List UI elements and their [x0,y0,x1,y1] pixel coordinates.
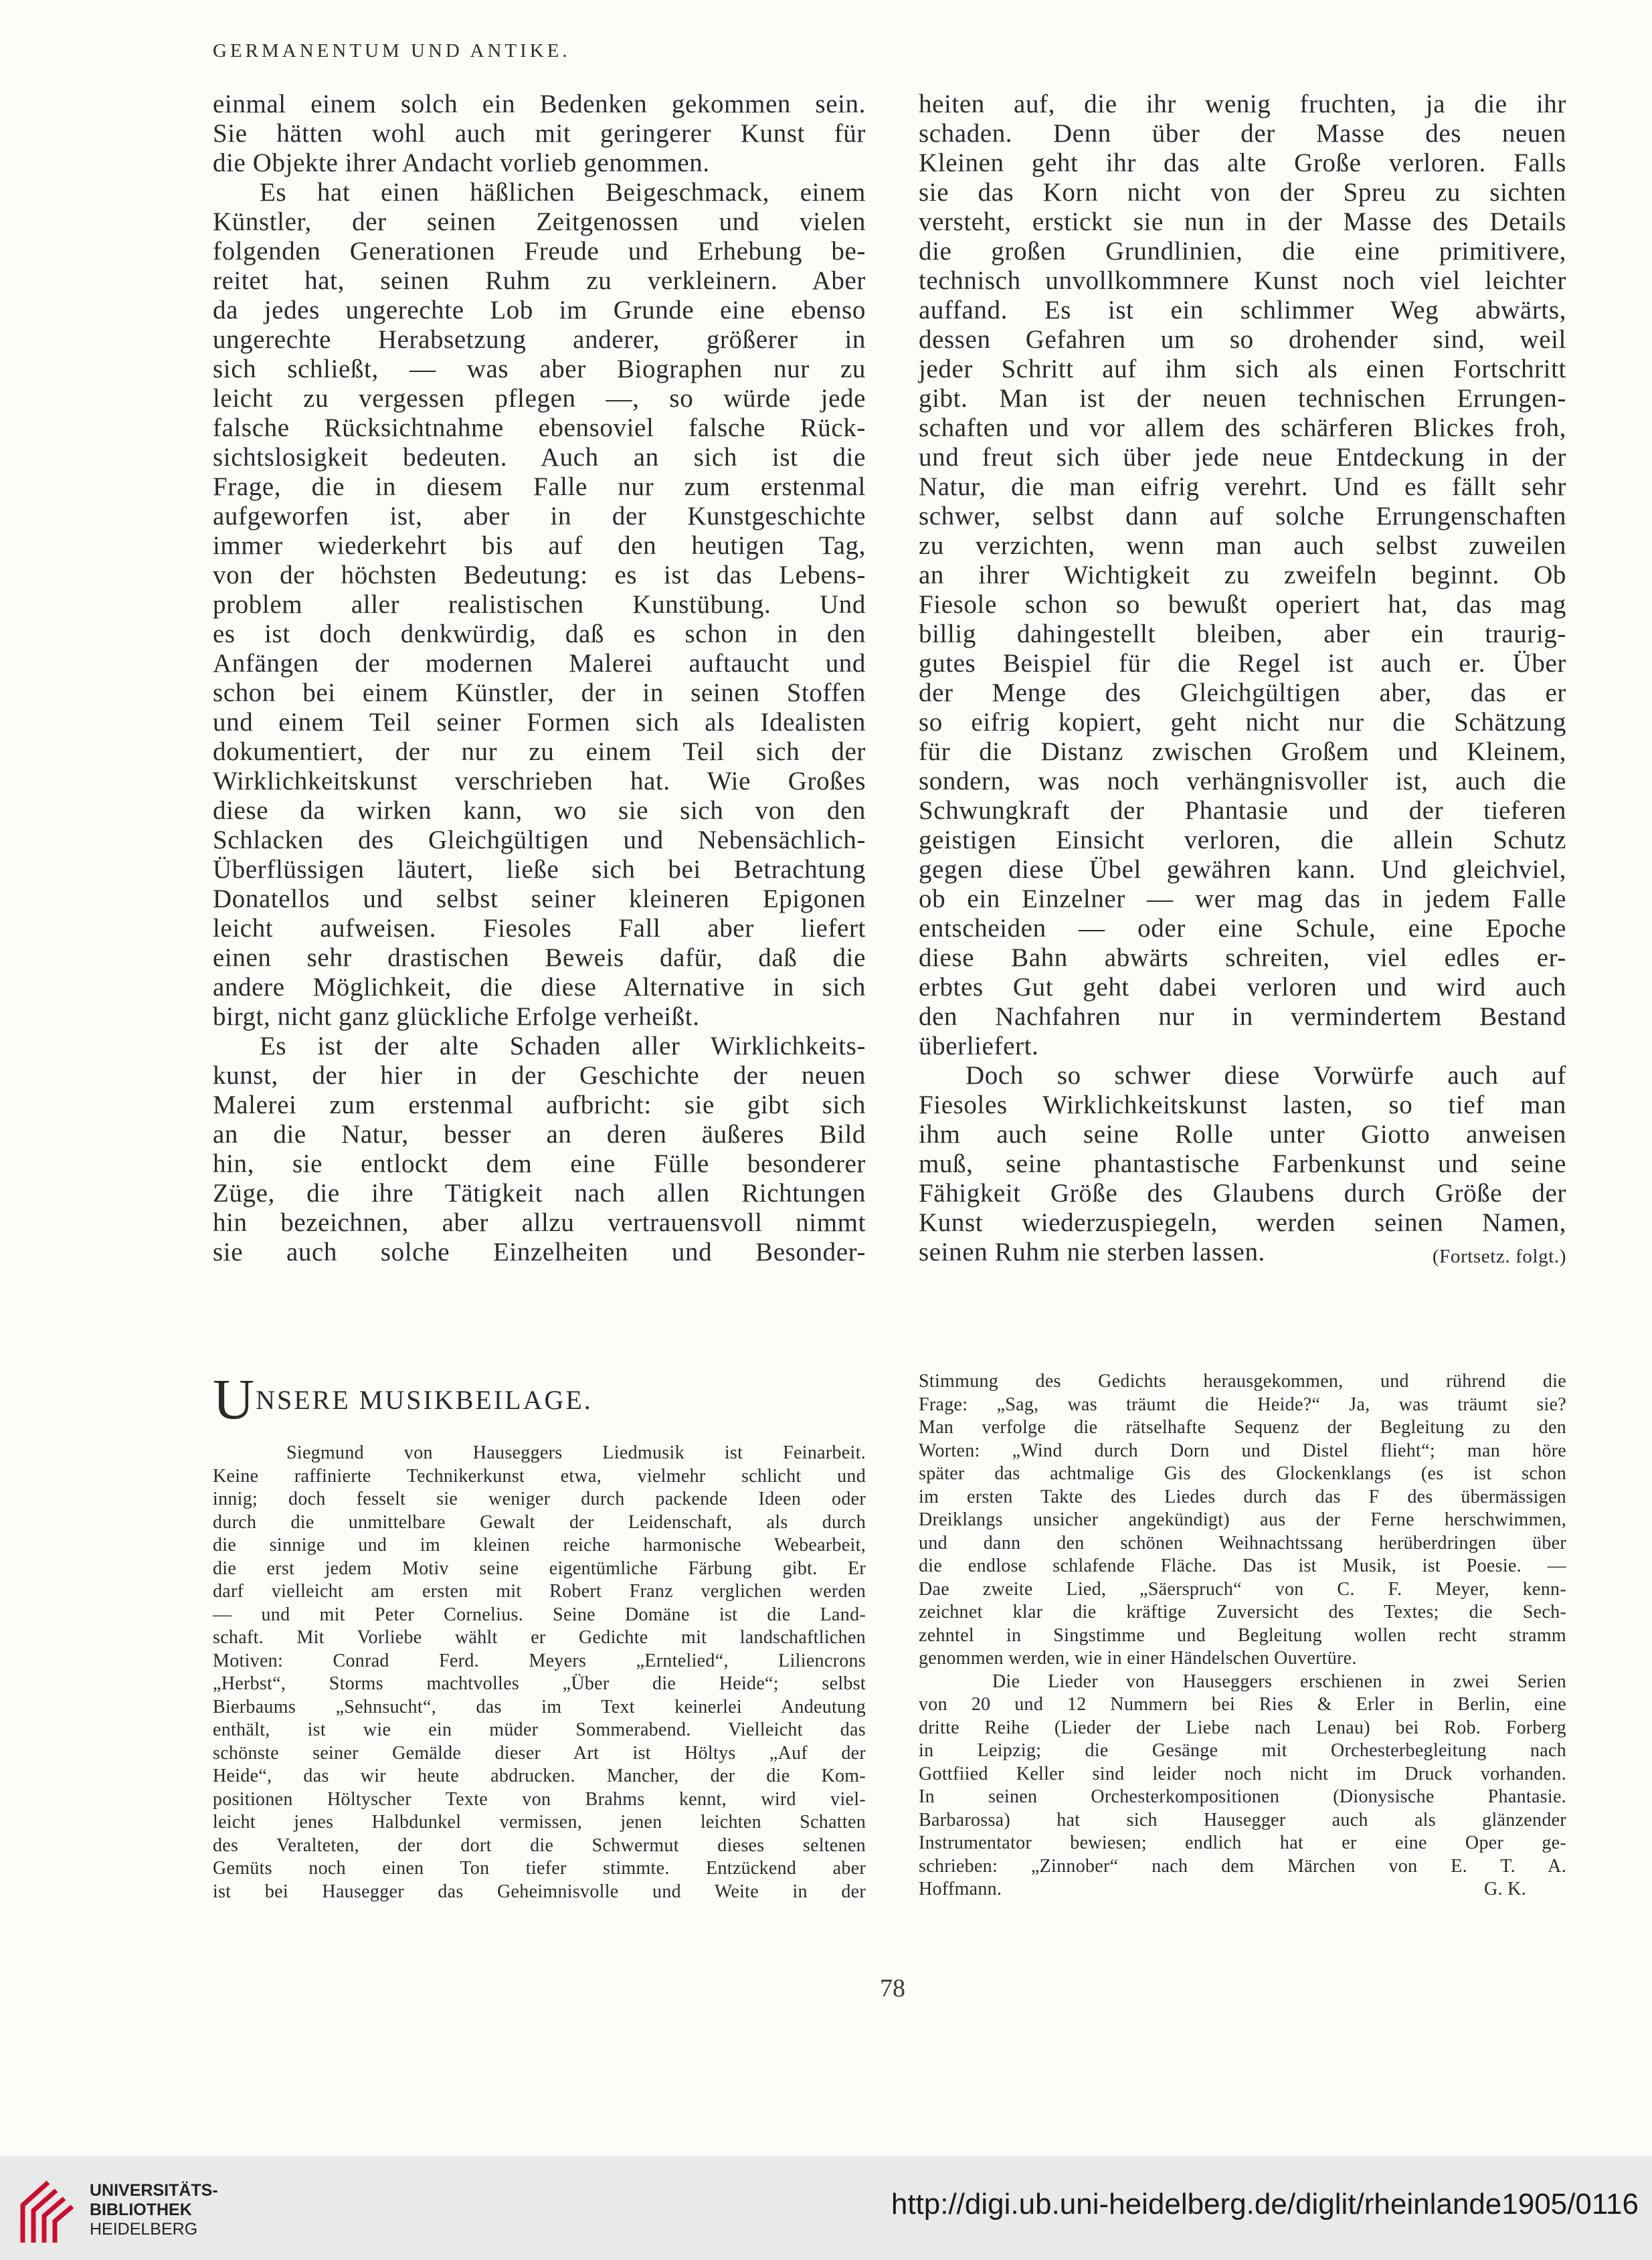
text-line: In seinen Orchesterkompositionen (Dionysische Phantasie. [919,1786,1566,1807]
text-line: Es ist der alte Schaden aller Wirklichkeits- [260,1032,866,1060]
text-line: enthält, ist wie ein müder Sommerabend. Vielleicht das [213,1719,866,1740]
text-line: Heide“, das wir heute abdrucken. Mancher, der die Kom- [213,1766,866,1786]
text-line: ihm auch seine Rolle unter Giotto anweisen [919,1120,1566,1149]
text-line-final-text: seinen Ruhm nie sterben lassen. [919,1238,1265,1266]
text-line: genommen werden, wie in einer Händelschen Ouvertüre. [919,1648,1357,1669]
text-line: Man verfolge die rätselhafte Sequenz der Begleitung zu den [919,1417,1566,1438]
text-line: durch die unmittelbare Gewalt der Leidenschaft, als durch [213,1511,866,1533]
text-line: die großen Grundlinien, die eine primitivere, [919,237,1566,266]
text-line: Kleinen geht ihr das alte Große verloren. Falls [919,149,1566,177]
text-line: heiten auf, die ihr wenig fruchten, ja die ihr [919,90,1566,118]
text-line: Gottfiied Keller sind leider noch nicht im Druck vorhanden. [919,1763,1566,1784]
text-line: Schlacken des Gleichgültigen und Nebensächlich- [213,826,866,854]
text-line: erbtes Gut geht dabei verloren und wird auch [919,973,1566,1002]
text-line: da jedes ungerechte Lob im Grunde eine ebenso [213,296,866,324]
text-line: auffand. Es ist ein schlimmer Weg abwärts, [919,296,1566,324]
text-line: reitet hat, seinen Ruhm zu verkleinern. Aber [213,266,866,295]
music-column-right [919,1370,1566,1901]
text-line: Gemüts noch einen Ton tiefer stimmte. Entzückend aber [213,1858,866,1879]
text-line: es ist doch denkwürdig, daß es schon in den [213,620,866,648]
text-line: ob ein Einzelner — wer mag das in jedem Falle [919,884,1566,913]
text-line: an die Natur, besser an deren äußeres Bild [213,1120,866,1149]
text-line: von der höchsten Bedeutung: es ist das Lebens- [213,561,866,589]
text-line: ist bei Hausegger das Geheimnisvolle und Weite in der [213,1881,866,1902]
heading-initial: U [213,1367,255,1431]
text-line: aufgeworfen ist, aber in der Kunstgeschichte [213,502,866,531]
text-line: für die Distanz zwischen Großem und Kleinem, [919,737,1566,766]
text-line: zu verzichten, wenn man auch selbst zuweilen [919,531,1566,560]
text-line: innig; doch fesselt sie weniger durch packende Ideen oder [213,1489,866,1509]
text-line: Siegmund von Hauseggers Liedmusik ist Feinarbeit. [286,1442,866,1463]
text-line: sondern, was noch verhängnisvoller ist, auch die [919,767,1566,795]
text-line: Stimmung des Gedichts herausgekommen, und rührend die [919,1371,1566,1392]
text-line: dokumentiert, der nur zu einem Teil sich der [213,737,866,766]
text-line: problem aller realistischen Kunstübung. Und [213,590,866,619]
text-line: der Menge des Gleichgültigen aber, das er [919,678,1566,707]
text-line: muß, seine phantastische Farbenkunst und seine [919,1149,1566,1178]
text-line: sich schließt, — was aber Biographen nur zu [213,355,866,383]
text-line: darf vielleicht am ersten mit Robert Franz verglichen werden [213,1581,866,1602]
text-line: Bierbaums „Sehnsucht“, das im Text keinerlei Andeutung [213,1696,866,1717]
text-line: Frage: „Sag, was träumt die Heide?“ Ja, was träumt sie? [919,1394,1566,1415]
text-line: Hoffmann. [919,1879,1002,1899]
text-line: Donatellos und selbst seiner kleineren Epigonen [213,884,866,913]
text-line: schaden. Denn über der Masse des neuen [919,119,1566,148]
text-line: versteht, erstickt sie nun in der Masse des Details [919,207,1566,236]
page-number: 78 [880,1974,905,2002]
text-line: den Nachfahren nur in vermindertem Bestand [919,1002,1566,1031]
text-line: Überflüssigen läutert, ließe sich bei Betrachtung [213,855,866,884]
text-line: gegen diese Übel gewähren kann. Und gleichviel, [919,855,1566,884]
text-line: Barbarossa) hat sich Hausegger auch als glänzender [919,1809,1566,1830]
text-line: dritte Reihe (Lieder der Liebe nach Lenau) bei Rob. Forberg [919,1717,1566,1738]
music-column-left [213,1442,866,1903]
text-line: zeichnet klar die kräftige Zuversicht des Textes; die Sech- [919,1602,1566,1622]
text-line: einen sehr drastischen Beweis dafür, daß die [213,943,866,972]
text-line: im ersten Takte des Liedes durch das F des übermässigen [919,1486,1566,1507]
text-line: dessen Gefahren um so drohender sind, weil [919,325,1566,354]
text-line: Motiven: Conrad Ferd. Meyers „Erntelied“, Liliencrons [213,1650,866,1671]
text-line: und freut sich über jede neue Entdeckung in der [919,443,1566,472]
text-line: immer wiederkehrt bis auf den heutigen Tag, [213,531,866,560]
text-line: ungerechte Herabsetzung anderer, größerer in [213,325,866,354]
text-line: in Leipzig; die Gesänge mit Orchesterbegleitung nach [919,1740,1566,1761]
text-line: sie auch solche Einzelheiten und Besonder- [213,1238,866,1266]
text-line: schaft. Mit Vorliebe wählt er Gedichte mit landschaftlichen [213,1627,866,1648]
text-line: Worten: „Wind durch Dorn und Distel flieht“; man höre [919,1440,1566,1461]
text-line: geistigen Einsicht verloren, die allein Schutz [919,826,1566,854]
text-line: Malerei zum erstenmal aufbricht: sie gibt sich [213,1091,866,1119]
text-line: an ihrer Wichtigkeit zu zweifeln beginnt. Ob [919,561,1566,589]
text-line: hin, sie entlockt dem eine Fülle besonderer [213,1149,866,1178]
text-line: Züge, die ihre Tätigkeit nach allen Richtungen [213,1179,866,1208]
text-line: schon bei einem Künstler, der in seinen Stoffen [213,678,866,707]
text-line: billig dahingestellt bleiben, aber ein traurig- [919,620,1566,648]
text-line: technisch unvollkommnere Kunst noch viel leichter [919,266,1566,295]
running-head: GERMANENTUM UND ANTIKE. [213,40,571,62]
text-line: die sinnige und im kleinen reiche harmonische Webearbeit, [213,1535,866,1556]
text-line: von 20 und 12 Nummern bei Ries & Erler in Berlin, eine [919,1694,1566,1715]
signature-line [919,1878,1566,1901]
text-line: Die Lieder von Hauseggers erschienen in zwei Serien [992,1671,1566,1692]
text-line: jeder Schritt auf ihm sich als einen Fortschritt [919,355,1566,383]
text-line: des Veralteten, der dort die Schwermut dieses seltenen [213,1834,866,1856]
text-line: Doch so schwer diese Vorwürfe auch auf [966,1061,1566,1090]
text-line: Sie hätten wohl auch mit geringerer Kunst für [213,119,866,148]
text-line: birgt, nicht ganz glückliche Erfolge verheißt. [213,1002,700,1031]
article-column-left [213,90,866,1267]
text-line: gibt. Man ist der neuen technischen Errungen- [919,384,1566,413]
section-heading [213,1367,593,1431]
text-line: Frage, die in diesem Falle nur zum erstenmal [213,472,866,501]
text-line: später das achtmalige Gis des Glockenklangs (es ist schon [919,1463,1566,1484]
text-line: Dae zweite Lied, „Säerspruch“ von C. F. Meyer, kenn- [919,1578,1566,1600]
text-line: Schwungkraft der Phantasie und der tieferen [919,796,1566,825]
text-line: Keine raffinierte Technikerkunst etwa, vielmehr schlicht und [213,1465,866,1487]
text-line: Fiesoles Wirklichkeitskunst lasten, so tief man [919,1091,1566,1119]
text-line: diese Bahn abwärts schreiten, viel edles er- [919,943,1566,972]
text-line: und einem Teil seiner Formen sich als Idealisten [213,708,866,737]
text-line: diese da wirken kann, wo sie sich von den [213,796,866,825]
library-name-line: HEIDELBERG [90,2220,198,2239]
text-line: schönste seiner Gemälde dieser Art ist Höltys „Auf der [213,1742,866,1764]
text-line: gutes Beispiel für die Regel ist auch er. Über [919,649,1566,678]
text-line: schaften und vor allem des schärferen Blickes froh, [919,413,1566,442]
text-line: Fähigkeit Größe des Glaubens durch Größe der [919,1179,1566,1208]
text-line: leicht aufweisen. Fiesoles Fall aber liefert [213,914,866,943]
text-line: leicht zu vergessen pflegen —, so würde jede [213,384,866,413]
text-line: Natur, die man eifrig verehrt. Und es fällt sehr [919,472,1566,501]
text-line: „Herbst“, Storms machtvolles „Über die Heide“; selbst [213,1673,866,1694]
text-line: die erst jedem Motiv seine eigentümliche Färbung gibt. Er [213,1558,866,1579]
source-url-link[interactable]: http://digi.ub.uni-heidelberg.de/diglit/rheinlande1905/0116 [891,2188,1639,2221]
text-line: einmal einem solch ein Bedenken gekommen sein. [213,90,866,118]
text-line: entscheiden — oder eine Schule, eine Epoche [919,914,1566,943]
text-line: Instrumentator bewiesen; endlich hat er eine Oper ge- [919,1832,1566,1853]
text-line: schwer, selbst dann auf solche Errungenschaften [919,502,1566,531]
library-name [90,2181,218,2239]
text-line: — und mit Peter Cornelius. Seine Domäne ist die Land- [213,1604,866,1625]
text-line: sie das Korn nicht von der Spreu zu sichten [919,178,1566,207]
article-column-right [919,90,1566,1271]
text-line: die endlose schlafende Fläche. Das ist Musik, ist Poesie. — [919,1556,1566,1576]
text-line-final [919,1238,1566,1267]
text-line: folgenden Generationen Freude und Erhebung be- [213,237,866,266]
text-line: zehntel in Singstimme und Begleitung wollen recht stramm [919,1624,1566,1646]
author-signature: G. K. [1484,1879,1526,1899]
text-line: und dann den schönen Weihnachtssang herüberdringen über [919,1532,1566,1553]
text-line: sichtslosigkeit bedeuten. Auch an sich ist die [213,443,866,472]
library-name-line: BIBLIOTHEK [90,2200,192,2219]
continuation-note: (Fortsetz. folgt.) [1432,1246,1566,1267]
text-line: Künstler, der seinen Zeitgenossen und vielen [213,207,866,236]
text-line: Wirklichkeitskunst verschrieben hat. Wie Großes [213,767,866,795]
text-line: Fiesole schon so bewußt operiert hat, das mag [919,590,1566,619]
text-line: hin bezeichnen, aber allzu vertrauensvoll nimmt [213,1208,866,1237]
text-line: so eifrig kopiert, geht nicht nur die Schätzung [919,708,1566,737]
text-line: die Objekte ihrer Andacht vorlieb genommen. [213,149,710,177]
text-line: Dreiklangs unsicher angekündigt) aus der Ferne herschwimmen, [919,1509,1566,1530]
text-line: Anfängen der modernen Malerei auftaucht und [213,649,866,678]
library-name-line: UNIVERSITÄTS- [90,2181,218,2200]
text-line: kunst, der hier in der Geschichte der neuen [213,1061,866,1090]
text-line: schrieben: „Zinnober“ nach dem Märchen von E. T. A. [919,1855,1566,1877]
text-line: andere Möglichkeit, die diese Alternative in sich [213,973,866,1002]
library-logo-icon [19,2178,75,2244]
text-line: Kunst wiederzuspiegeln, werden seinen Namen, [919,1208,1566,1237]
heading-text: NSERE MUSIKBEILAGE. [256,1385,593,1415]
text-line: positionen Höltyscher Texte von Brahms kennt, wird viel- [213,1788,866,1810]
text-line: überliefert. [919,1032,1039,1060]
text-line: Es hat einen häßlichen Beigeschmack, einem [260,178,866,207]
text-line: falsche Rücksichtnahme ebensoviel falsche Rück- [213,413,866,442]
text-line: leicht jenes Halbdunkel vermissen, jenen leichten Schatten [213,1812,866,1832]
